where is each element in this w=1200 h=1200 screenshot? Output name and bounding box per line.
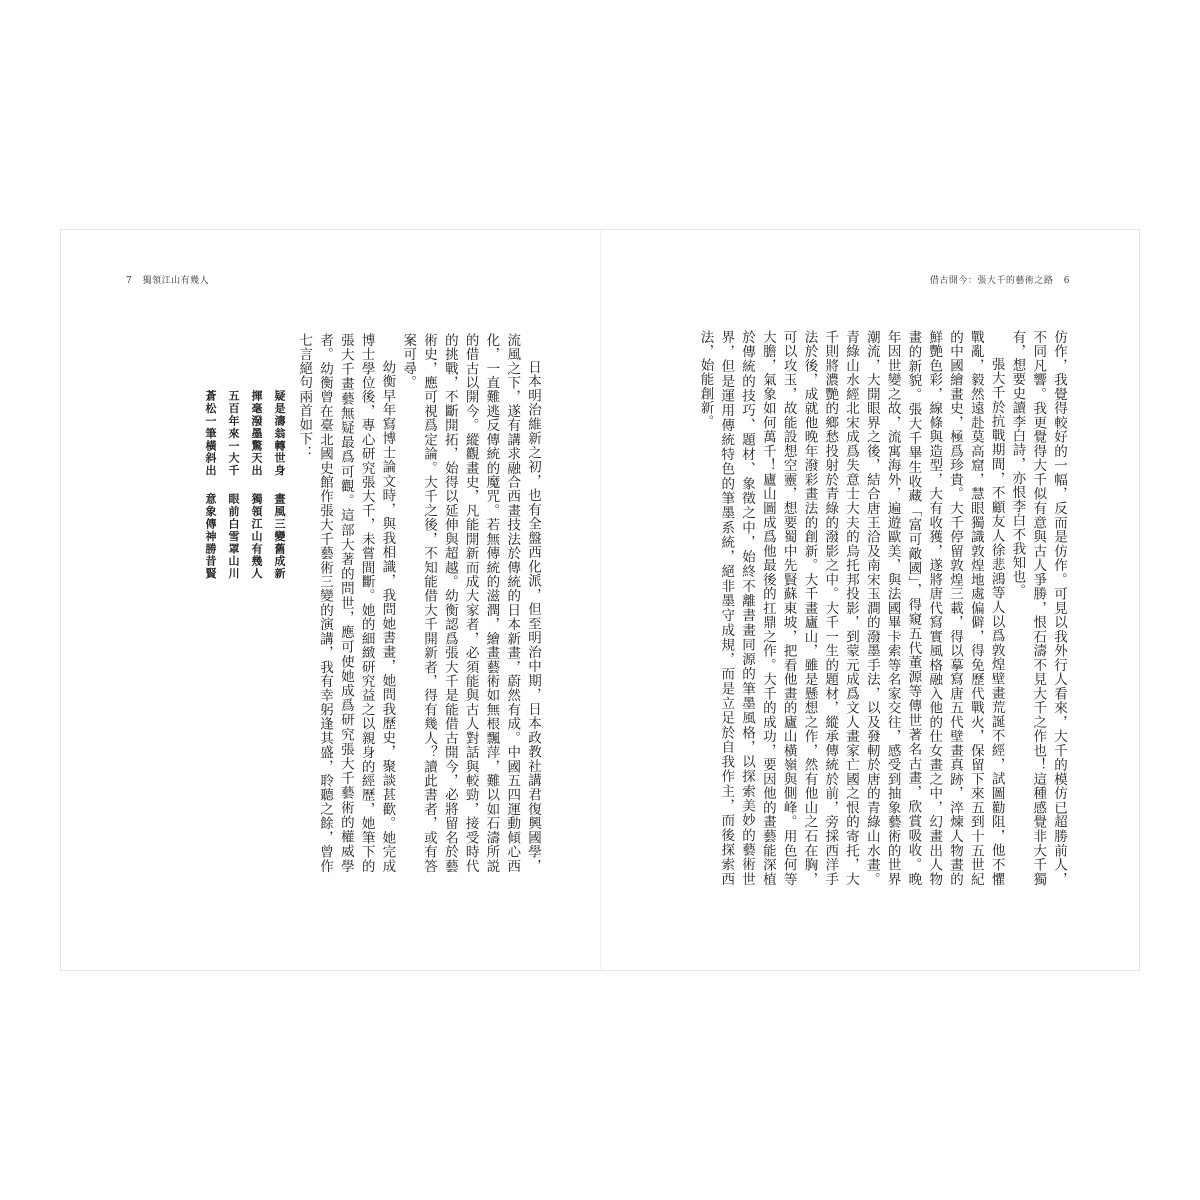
poem-line [245, 390, 268, 600]
left-page [61, 230, 601, 970]
left-page-header [119, 275, 209, 287]
right-paragraph-2: 張大千於抗戰期間，不顧友人徐悲鴻等人以爲敦煌壁畫荒誕不經，試圖勸阻，他不懼戰亂，毅然遠赴莫高窟，慧眼獨識敦煌地處偏僻，得免歷代戰火，保留下來五到十五世紀的中國繪畫史，極爲珍貴。大千停留敦煌三載，得以摹寫唐五代壁畫真跡，淬煉人物畫的鮮艷色彩，線條與造型，大有收獲，遂將唐代寫實風格融入他的仕女畫之中，幻畫出人物畫的新貌。張大千畢生收藏「富可敵國」，得窺五代董源等傳世著名古畫，欣賞吸收。晚年因世變之故，流寓海外，遍遊歐美，與法國畢卡索等名家交往，感受到抽象藝術的世界潮流，大開眼界之後，結合唐王洽及南宋玉澗的潑墨手法，以及發軔於唐的青綠山水畫。青綠山水經北宋成爲失意士大夫的烏托邦投影，到蒙元成爲文人畫家亡國之恨的寄托，大千則將濃艷的鄉愁投射於青綠的潑影之中。大千一生的題材，縱承傳統於前，旁採西洋手法於後，成就他晚年潑彩畫法的創新。大千畫廬山，雖是懸想之作，然有他山之石在胸，可以攻玉，故能設想空靈，想要蜀中先賢蘇東坡，把看他畫的廬山橫嶺與側峰。用色何等大膽，氣象如何萬千！廬山圖成爲他最後的扛鼎之作。大千的成功，要因他的畫藝能深植於傳統的技巧、題材、象徵之中，始終不離書畫同源的筆墨風格，以探索美妙的藝術世界，但是運用傳統特色的筆墨系統，絕非墨守成規，而是立足於自我作主，而後探索西法，始能創新。 [697, 330, 1005, 886]
poem-line [268, 390, 291, 600]
left-paragraph-1: 日本明治維新之初，也有全盤西化派，但至明治中期，日本政教社講君復興國學，流風之下，遂有講求融合西畫技法於傳統的日本新畫，蔚然有成。中國五四運動傾心西化，一直難逃反傳統的魔咒。若無傳統的滋潤，繪畫藝術如無根飄萍，難以如石濤所説的借古以開今。縱觀畫史，凡能開新而成大家者，必須能與古人對話與較勁，接受時代的挑戰，不斷開拓，始得以延伸與超越。幼衡認爲張大千是能借古開今，必將留名於藝術史，應可視爲定論。大千之後，不知能借大千開新者，得有幾人？讀此書者，或有答案可尋。 [400, 333, 541, 873]
poem-line-first-half: 揮毫潑墨驚天出 [250, 390, 263, 477]
poem-line-second-half: 畫風三變舊成新 [273, 492, 286, 580]
right-page-header [930, 275, 1077, 287]
poem-line [199, 390, 222, 600]
poem-line-second-half: 眼前白雪罩山川 [227, 492, 240, 580]
poem-line-first-half: 蒼松一筆橫斜出 [204, 390, 217, 477]
poem [201, 390, 291, 600]
poem-line-second-half: 獨領江山有幾人 [250, 492, 263, 580]
left-paragraph-2: 幼衡早年寫博士論文時，與我相識，我問她書畫，她問我歷史，聚談甚歡。她完成博士學位後，專心研究張大千，未嘗間斷。她的細緻研究益之以親身的經歷，她筆下的張大千畫藝無疑最爲可觀。這部大著的問世，應可使她成爲研究張大千藝術的權威學者。幼衡曾在臺北國史館作張大千藝術三變的演講，我有幸躬逢其盛，聆聽之餘，曾作七言絕句兩首如下： [296, 333, 396, 873]
right-paragraph-1: 仿作，我覺得較好的一幅，反而是仿作。可見以我外行人看來，大千的模仿已超勝前人，不同凡響。我更覺得大千似有意與古人爭勝，恨石濤不見大千之作也！這種感覺非大千獨有，想要史讀李白詩，亦恨李白不我知也。 [1009, 330, 1067, 886]
poem-line-second-half: 意象傳神勝昔賢 [204, 492, 217, 580]
right-running-head: 借古開今：張大千的藝術之路 [929, 276, 1054, 286]
left-body-text [296, 333, 543, 873]
left-page-number: 7 [126, 276, 133, 286]
poem-line-first-half: 疑是濤翁轉世身 [273, 390, 286, 477]
right-page-number: 6 [1063, 276, 1070, 286]
left-running-head: 獨領江山有幾人 [142, 276, 210, 286]
right-body-text [697, 330, 1069, 886]
book-spread [60, 229, 1140, 971]
right-page [601, 230, 1141, 970]
poem-line [222, 390, 245, 600]
poem-line-first-half: 五百年來一大千 [227, 390, 240, 477]
